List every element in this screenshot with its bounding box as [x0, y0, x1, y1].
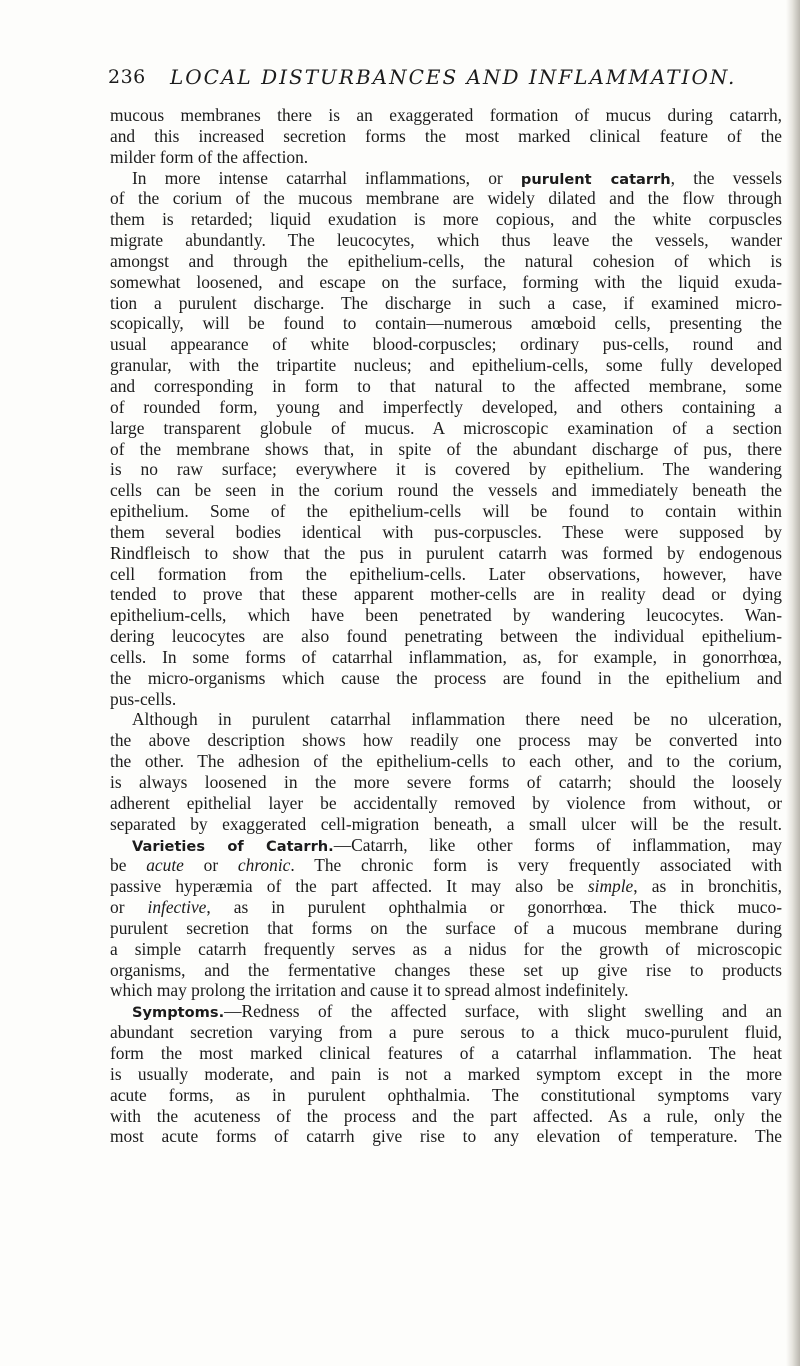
- text-line: of the corium of the mucous membrane are widely dilated and the flow through: [110, 188, 782, 209]
- text-line: dering leucocytes are also found penetrating between the individual epithelium-: [110, 626, 782, 647]
- heading-varieties-of-catarrh: Varieties of Catarrh.: [132, 837, 334, 855]
- text-line: is no raw surface; everywhere it is covered by epithelium. The wandering: [110, 459, 782, 480]
- text-line: pus-cells.: [110, 688, 177, 709]
- page-edge-shadow: [786, 0, 800, 1366]
- text-line: amongst and through the epithelium-cells, the natural cohesion of which is: [110, 250, 782, 271]
- text-line: usual appearance of white blood-corpuscles; ordinary pus-cells, round and: [110, 334, 782, 355]
- text-line: tion a purulent discharge. The discharge in such a case, if examined micro-: [110, 292, 782, 313]
- text-line: cells can be seen in the corium round the vessels and immediately beneath the: [110, 480, 782, 501]
- text-line: purulent secretion that forms on the surface of a mucous membrane during: [110, 917, 782, 938]
- text-line: cells. In some forms of catarrhal inflammation, as, for example, in gonorrhœa,: [110, 646, 782, 667]
- text-line: and this increased secretion forms the most marked clinical feature of the: [110, 125, 782, 146]
- text-line: separated by exaggerated cell-migration beneath, a small ulcer will be the result.: [110, 813, 782, 834]
- term-purulent-catarrh: purulent catarrh: [520, 170, 671, 188]
- text-line: somewhat loosened, and escape on the surface, forming with the liquid exuda-: [110, 271, 782, 292]
- page-header: [108, 66, 788, 96]
- text-line: In more intense catarrhal inflammations, or purulent catarrh, the vessels: [132, 167, 782, 188]
- text-line: abundant secretion varying from a pure serous to a thick muco-purulent fluid,: [110, 1022, 782, 1043]
- text-line: Symptoms.—Redness of the affected surface, with slight swelling and an: [132, 1001, 782, 1022]
- body-text: [110, 105, 782, 1147]
- text-line: large transparent globule of mucus. A microscopic examination of a section: [110, 417, 782, 438]
- text-line: Rindfleisch to show that the pus in purulent catarrh was formed by endogenous: [110, 542, 782, 563]
- text-line: the micro-organisms which cause the process are found in the epithelium and: [110, 667, 782, 688]
- text-line: mucous membranes there is an exaggerated formation of mucus during catarrh,: [110, 105, 782, 125]
- text-line: epithelium. Some of the epithelium-cells will be found to contain within: [110, 501, 782, 522]
- text-line: Varieties of Catarrh.—Catarrh, like other forms of inflammation, may: [132, 834, 782, 855]
- text-line: the above description shows how readily one process may be converted into: [110, 730, 782, 751]
- text-line: migrate abundantly. The leucocytes, which thus leave the vessels, wander: [110, 230, 782, 251]
- text-line: Although in purulent catarrhal inflammation there need be no ulceration,: [132, 709, 782, 730]
- text-line: which may prolong the irritation and cause it to spread almost indefinitely.: [110, 980, 629, 1001]
- text-line: passive hyperæmia of the part affected. It may also be simple, as in bronchitis,: [110, 876, 782, 897]
- text-line: tended to prove that these apparent mother-cells are in reality dead or dying: [110, 584, 782, 605]
- text-line: milder form of the affection.: [110, 146, 309, 167]
- text-line: of the membrane shows that, in spite of the abundant discharge of pus, there: [110, 438, 782, 459]
- text-line: be acute or chronic. The chronic form is very frequently associated with: [110, 855, 782, 876]
- text-line: is usually moderate, and pain is not a marked symptom except in the more: [110, 1063, 782, 1084]
- text-line: of rounded form, young and imperfectly developed, and others containing a: [110, 396, 782, 417]
- text-line: acute forms, as in purulent ophthalmia. The constitutional symptoms vary: [110, 1084, 782, 1105]
- text-line: and corresponding in form to that natural to the affected membrane, some: [110, 375, 782, 396]
- text-line: organisms, and the fermentative changes these set up give rise to products: [110, 959, 782, 980]
- text-line: is always loosened in the more severe forms of catarrh; should the loosely: [110, 772, 782, 792]
- text-line: most acute forms of catarrh give rise to any elevation of temperature. The: [110, 1126, 782, 1147]
- page-number: 236: [108, 66, 146, 88]
- text-line: cell formation from the epithelium-cells. Later observations, however, have: [110, 563, 782, 584]
- text-line: form the most marked clinical features of a catarrhal inflammation. The heat: [110, 1042, 782, 1063]
- text-line: them several bodies identical with pus-corpuscles. These were supposed by: [110, 521, 782, 542]
- text-line: adherent epithelial layer be accidentally removed by violence from without, or: [110, 792, 782, 813]
- text-line: epithelium-cells, which have been penetrated by wandering leucocytes. Wan-: [110, 605, 782, 626]
- heading-symptoms: Symptoms.: [132, 1004, 225, 1022]
- text-line: granular, with the tripartite nucleus; and epithelium-cells, some fully developed: [110, 355, 782, 376]
- text-line: with the acuteness of the process and the part affected. As a rule, only the: [110, 1105, 782, 1126]
- running-head: LOCAL DISTURBANCES AND INFLAMMATION.: [170, 65, 737, 89]
- text-line: the other. The adhesion of the epithelium-cells to each other, and to the corium,: [110, 751, 782, 772]
- text-line: them is retarded; liquid exudation is more copious, and the white corpuscles: [110, 209, 782, 230]
- text-line: or infective, as in purulent ophthalmia or gonorrhœa. The thick muco-: [110, 897, 782, 918]
- text-line: scopically, will be found to contain—numerous amœboid cells, presenting the: [110, 313, 782, 334]
- text-line: a simple catarrh frequently serves as a nidus for the growth of microscopic: [110, 938, 782, 959]
